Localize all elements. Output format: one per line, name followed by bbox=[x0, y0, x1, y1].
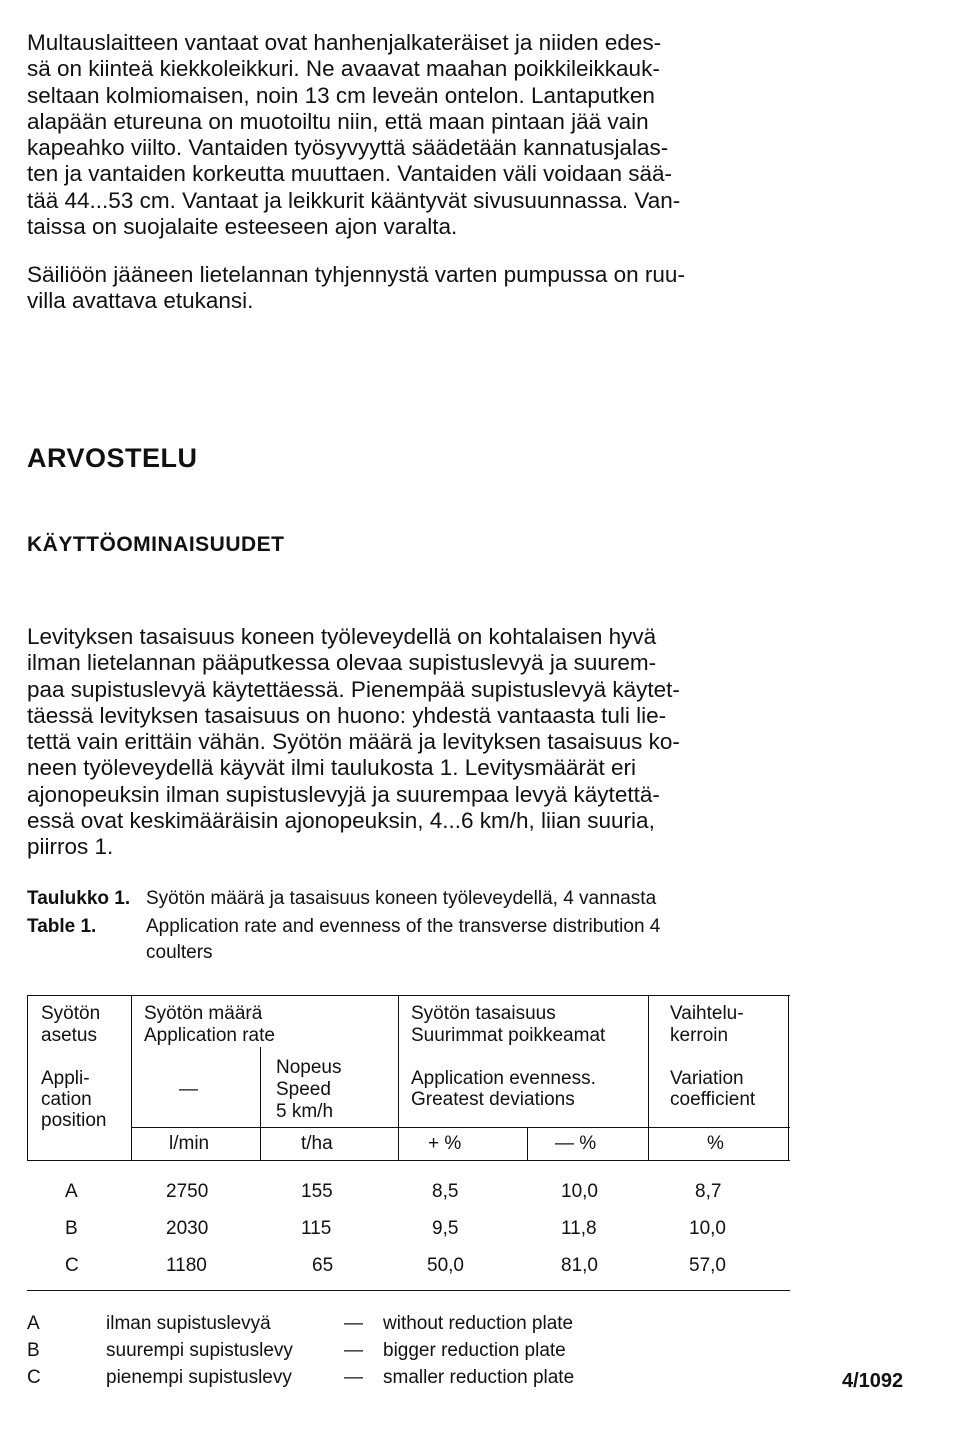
legend-fi: ilman supistuslevyä bbox=[106, 1313, 271, 1334]
text-line: Multauslaitteen vantaat ovat hanhenjalkateräiset ja niiden edes- bbox=[27, 30, 662, 55]
text-line: sä on kiinteä kiekkoleikkuri. Ne avaavat maahan poikkileikkauk- bbox=[27, 56, 660, 82]
text-line: Levityksen tasaisuus koneen työleveydellä on kohtalaisen hyvä bbox=[27, 624, 657, 649]
text-line: kapeahko viilto. Vantaiden työsyvyyttä säädetään kannatusjalas- bbox=[27, 135, 669, 161]
table-vline-2 bbox=[260, 1047, 261, 1160]
legend-en: bigger reduction plate bbox=[383, 1340, 566, 1361]
text-line: paa supistuslevyä käytettäessä. Pienempää supistuslevyä käytet- bbox=[27, 676, 680, 702]
legend-key: C bbox=[27, 1367, 41, 1388]
row-a-setting: A bbox=[65, 1181, 78, 1202]
text-line: taissa on suojalaite esteeseen ajon varalta. bbox=[27, 214, 458, 240]
header-speed-2: Speed bbox=[276, 1079, 331, 1100]
text-line: ajonopeuksin ilman supistuslevyjä ja suurempaa levyä käytettä- bbox=[27, 781, 660, 807]
header-setting-en-2: cation bbox=[41, 1089, 92, 1110]
row-a-var: 8,7 bbox=[695, 1181, 722, 1202]
text-line: neen työleveydellä käyvät ilmi taulukosta 1. Levitysmäärät eri bbox=[27, 755, 637, 781]
header-even-fi-1: Syötön tasaisuus bbox=[411, 1003, 556, 1024]
text-line: seltaan kolmiomaisen, noin 13 cm leveän ontelon. Lantaputken bbox=[27, 82, 655, 108]
text-line: essä ovat keskimääräisin ajonopeuksin, 4...6 km/h, liian suuria, bbox=[27, 808, 655, 834]
header-even-en-1: Application evenness. bbox=[411, 1068, 596, 1089]
legend-dash: — bbox=[344, 1340, 363, 1361]
row-b-minus: 11,8 bbox=[561, 1218, 597, 1239]
intro-paragraph bbox=[27, 30, 797, 240]
unit-tha: t/ha bbox=[301, 1133, 333, 1154]
unit-pct: % bbox=[707, 1133, 724, 1154]
header-speed-3: 5 km/h bbox=[276, 1101, 334, 1122]
row-c-minus: 81,0 bbox=[561, 1255, 598, 1276]
subsection-heading: KÄYTTÖOMINAISUUDET bbox=[27, 533, 285, 556]
text-line: piirros 1. bbox=[27, 834, 114, 860]
legend-dash: — bbox=[344, 1367, 363, 1388]
legend-fi: pienempi supistuslevy bbox=[106, 1367, 292, 1388]
row-c-var: 57,0 bbox=[689, 1255, 726, 1276]
row-a-lmin: 2750 bbox=[166, 1181, 209, 1202]
text-line: ilman lietelannan pääputkessa olevaa supistuslevyä ja suurem- bbox=[27, 650, 657, 676]
row-b-setting: B bbox=[65, 1218, 78, 1239]
text-line: alapään etureuna on muotoiltu niin, että maan pintaan jää vain bbox=[27, 108, 649, 134]
legend-key: A bbox=[27, 1313, 40, 1334]
table-vline-4 bbox=[527, 1127, 528, 1160]
text-line: tettä vain erittäin vähän. Syötön määrä ja levityksen tasaisuus ko- bbox=[27, 729, 680, 755]
unit-minus: — % bbox=[555, 1133, 597, 1154]
header-var-fi-2: kerroin bbox=[670, 1025, 729, 1046]
caption-label-en: Table 1. bbox=[27, 916, 97, 937]
row-b-tha: 115 bbox=[301, 1218, 332, 1239]
text-line: ten ja vantaiden korkeutta muuttaen. Vantaiden väli voidaan sää- bbox=[27, 161, 673, 187]
table-border-left bbox=[27, 995, 28, 1160]
unit-plus: + % bbox=[428, 1133, 462, 1154]
legend-key: B bbox=[27, 1340, 40, 1361]
row-c-lmin: 1180 bbox=[166, 1255, 207, 1276]
table-border-top bbox=[27, 995, 790, 996]
row-a-plus: 8,5 bbox=[432, 1181, 459, 1202]
row-a-minus: 10,0 bbox=[561, 1181, 598, 1202]
table-hline-header bbox=[27, 1160, 790, 1161]
header-var-en-2: coefficient bbox=[670, 1089, 756, 1110]
row-c-setting: C bbox=[65, 1255, 79, 1276]
legend-fi: suurempi supistuslevy bbox=[106, 1340, 293, 1361]
header-even-en-2: Greatest deviations bbox=[411, 1089, 575, 1110]
text-line: Säiliöön jääneen lietelannan tyhjennystä varten pumpussa on ruu- bbox=[27, 262, 685, 287]
header-setting-fi-1: Syötön bbox=[41, 1003, 101, 1024]
header-rate-en: Application rate bbox=[144, 1025, 275, 1046]
header-setting-en-1: Appli- bbox=[41, 1068, 90, 1089]
header-setting-en-3: position bbox=[41, 1110, 107, 1131]
table-vline-1 bbox=[131, 995, 132, 1160]
header-speed-1: Nopeus bbox=[276, 1057, 342, 1078]
legend-en: smaller reduction plate bbox=[383, 1367, 575, 1388]
caption-text-en-line2: coulters bbox=[146, 942, 213, 963]
text-line: villa avattava etukansi. bbox=[27, 288, 254, 314]
table-vline-3 bbox=[398, 995, 399, 1160]
header-setting-fi-2: asetus bbox=[41, 1025, 97, 1046]
row-b-plus: 9,5 bbox=[432, 1218, 459, 1239]
unit-lmin: l/min bbox=[169, 1133, 210, 1154]
row-b-lmin: 2030 bbox=[166, 1218, 209, 1239]
section-heading: ARVOSTELU bbox=[27, 443, 198, 473]
header-rate-fi: Syötön määrä bbox=[144, 1003, 263, 1024]
page-number: 4/1092 bbox=[842, 1370, 904, 1392]
row-b-var: 10,0 bbox=[689, 1218, 726, 1239]
caption-label-fi: Taulukko 1. bbox=[27, 888, 131, 909]
table-vline-5 bbox=[648, 995, 649, 1160]
table-border-bottom bbox=[27, 1290, 790, 1291]
legend-en: without reduction plate bbox=[383, 1313, 574, 1334]
header-even-fi-2: Suurimmat poikkeamat bbox=[411, 1025, 606, 1046]
row-c-tha: 65 bbox=[312, 1255, 334, 1276]
table-border-right bbox=[788, 995, 789, 1160]
evaluation-paragraph bbox=[27, 624, 797, 861]
text-line: tää 44...53 cm. Vantaat ja leikkurit kääntyvät sivusuunnassa. Van- bbox=[27, 187, 681, 213]
table-hline-units bbox=[131, 1127, 790, 1128]
emptying-paragraph bbox=[27, 262, 797, 315]
application-rate-table bbox=[27, 995, 790, 1292]
header-var-fi-1: Vaihtelu- bbox=[670, 1003, 744, 1024]
header-var-en-1: Variation bbox=[670, 1068, 744, 1089]
legend-dash: — bbox=[344, 1313, 363, 1334]
text-line: täessä levityksen tasaisuus on huono: yhdestä vantaasta tuli lie- bbox=[27, 702, 667, 728]
caption-text-en-line1: Application rate and evenness of the transverse distribution 4 bbox=[146, 916, 661, 937]
row-a-tha: 155 bbox=[301, 1181, 333, 1202]
row-c-plus: 50,0 bbox=[427, 1255, 464, 1276]
header-rate-dash: — bbox=[179, 1079, 198, 1100]
caption-text-fi: Syötön määrä ja tasaisuus koneen työleveydellä, 4 vannasta bbox=[146, 888, 657, 909]
